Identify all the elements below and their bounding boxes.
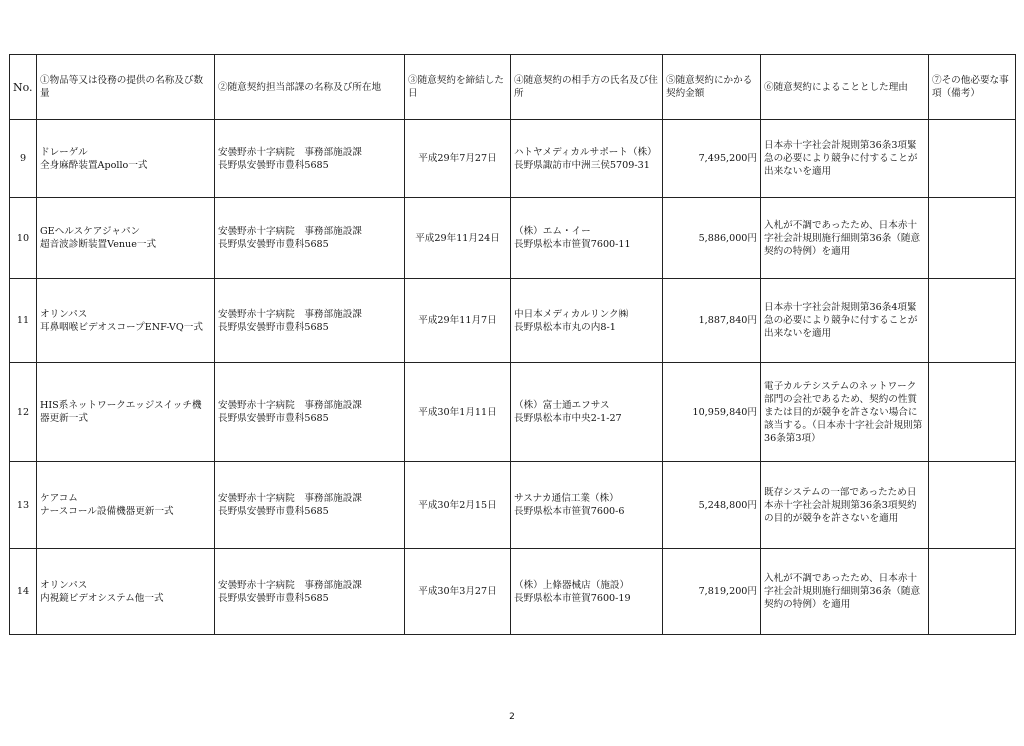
cell-dept	[215, 549, 405, 635]
cell-item-line: ナースコール設備機器更新一式	[40, 506, 174, 517]
header-row	[10, 55, 1016, 120]
header-partner: ④随意契約の相手方の氏名及び住所	[511, 55, 663, 120]
cell-reason: 既存システムの一部であったため日本赤十字社会計規則第36条3項契約の目的が競争を許さないを適用	[761, 462, 929, 549]
cell-dept-line: 安曇野赤十字病院 事務部施設課	[218, 146, 362, 158]
cell-partner-line: サスナカ通信工業（株）	[514, 493, 619, 504]
cell-date: 平成30年1月11日	[405, 363, 511, 462]
cell-dept	[215, 198, 405, 279]
cell-item-line: 超音波診断装置Venue一式	[40, 239, 157, 250]
cell-item-line: 全身麻酔装置Apollo一式	[40, 159, 148, 171]
cell-partner-line: （株）上條器械店（施設）	[514, 579, 630, 591]
cell-remarks	[929, 462, 1016, 549]
cell-dept-line: 安曇野赤十字病院 事務部施設課	[218, 493, 362, 504]
cell-amount: 5,886,000円	[663, 198, 761, 279]
cell-dept	[215, 363, 405, 462]
contracts-table	[9, 54, 1016, 635]
cell-amount: 5,248,800円	[663, 462, 761, 549]
cell-dept-line: 長野県安曇野市豊科5685	[218, 321, 329, 333]
cell-dept-line: 長野県安曇野市豊科5685	[218, 592, 329, 604]
cell-partner	[511, 279, 663, 363]
cell-partner-line: 長野県松本市丸の内8-1	[514, 321, 616, 333]
table-row	[10, 549, 1016, 635]
cell-partner	[511, 120, 663, 198]
cell-date: 平成30年2月15日	[405, 462, 511, 549]
cell-item	[37, 549, 215, 635]
cell-no: 13	[10, 462, 37, 549]
cell-item	[37, 198, 215, 279]
table-row	[10, 198, 1016, 279]
cell-item-line: オリンパス	[40, 308, 88, 320]
cell-remarks	[929, 120, 1016, 198]
page-number: 2	[509, 712, 515, 722]
header-dept: ②随意契約担当部課の名称及び所在地	[215, 55, 405, 120]
cell-item-line: 内視鏡ビデオシステム他一式	[40, 592, 164, 604]
cell-partner	[511, 198, 663, 279]
cell-no: 14	[10, 549, 37, 635]
cell-remarks	[929, 363, 1016, 462]
table-row	[10, 462, 1016, 549]
cell-dept-line: 長野県安曇野市豊科5685	[218, 413, 329, 424]
cell-remarks	[929, 549, 1016, 635]
cell-dept-line: 安曇野赤十字病院 事務部施設課	[218, 400, 362, 411]
cell-item-line: ケアコム	[40, 493, 78, 504]
cell-dept-line: 長野県安曇野市豊科5685	[218, 506, 329, 517]
cell-dept-line: 安曇野赤十字病院 事務部施設課	[218, 308, 362, 320]
cell-partner-line: 長野県松本市中央2-1-27	[514, 413, 622, 424]
header-reason: ⑥随意契約によることとした理由	[761, 55, 929, 120]
cell-partner	[511, 363, 663, 462]
cell-item-line: ドレーゲル	[40, 146, 88, 158]
cell-reason: 電子カルテシステムのネットワーク部門の会社であるため、契約の性質または目的が競争を許さない場合に該当する。（日本赤十字社会計規則第36条第3項）	[761, 363, 929, 462]
cell-dept	[215, 462, 405, 549]
cell-partner-line: 長野県松本市笹賀7600-11	[514, 239, 631, 250]
cell-dept-line: 長野県安曇野市豊科5685	[218, 239, 329, 250]
cell-item-line: HIS系ネットワークエッジスイッチ機器更新一式	[40, 400, 202, 424]
header-amount: ⑤随意契約にかかる契約金額	[663, 55, 761, 120]
cell-item-line: GEヘルスケアジャパン	[40, 226, 141, 237]
cell-item-line: オリンパス	[40, 579, 88, 591]
cell-dept	[215, 120, 405, 198]
cell-item	[37, 120, 215, 198]
cell-no: 9	[10, 120, 37, 198]
cell-partner-line: 中日本メディカルリンク㈱	[514, 308, 629, 320]
cell-dept-line: 長野県安曇野市豊科5685	[218, 159, 329, 171]
cell-item	[37, 279, 215, 363]
cell-no: 12	[10, 363, 37, 462]
cell-partner	[511, 462, 663, 549]
cell-no: 11	[10, 279, 37, 363]
cell-amount: 1,887,840円	[663, 279, 761, 363]
cell-date: 平成29年7月27日	[405, 120, 511, 198]
header-date: ③随意契約を締結した日	[405, 55, 511, 120]
cell-item	[37, 363, 215, 462]
table-row	[10, 279, 1016, 363]
cell-dept-line: 安曇野赤十字病院 事務部施設課	[218, 579, 362, 591]
cell-date: 平成29年11月7日	[405, 279, 511, 363]
cell-reason: 日本赤十字社会計規則第36条3項緊急の必要により競争に付することが出来ないを適用	[761, 120, 929, 198]
table-row	[10, 363, 1016, 462]
cell-date: 平成29年11月24日	[405, 198, 511, 279]
header-item: ①物品等又は役務の提供の名称及び数量	[37, 55, 215, 120]
header-no: No.	[10, 55, 37, 120]
cell-reason: 日本赤十字社会計規則第36条4項緊急の必要により競争に付することが出来ないを適用	[761, 279, 929, 363]
header-remarks: ⑦その他必要な事項（備考）	[929, 55, 1016, 120]
cell-date: 平成30年3月27日	[405, 549, 511, 635]
cell-item	[37, 462, 215, 549]
cell-dept-line: 安曇野赤十字病院 事務部施設課	[218, 226, 362, 237]
cell-partner-line: （株）エム・イー	[514, 226, 591, 237]
cell-no: 10	[10, 198, 37, 279]
cell-partner-line: 長野県松本市笹賀7600-19	[514, 592, 631, 604]
cell-reason: 入札が不調であったため、日本赤十字社会計規則施行細則第36条（随意契約の特例）を適用	[761, 198, 929, 279]
cell-amount: 7,819,200円	[663, 549, 761, 635]
table-row	[10, 120, 1016, 198]
cell-partner-line: 長野県松本市笹賀7600-6	[514, 506, 625, 517]
cell-partner-line: 長野県諏訪市中洲三侯5709-31	[514, 159, 650, 171]
cell-amount: 7,495,200円	[663, 120, 761, 198]
cell-partner-line: ハトヤメディカルサポート（株）	[514, 146, 657, 158]
cell-dept	[215, 279, 405, 363]
cell-partner-line: （株）富士通エフサス	[514, 400, 610, 411]
cell-partner	[511, 549, 663, 635]
cell-amount: 10,959,840円	[663, 363, 761, 462]
cell-remarks	[929, 198, 1016, 279]
cell-reason: 入札が不調であったため、日本赤十字社会計規則施行細則第36条（随意契約の特例）を適用	[761, 549, 929, 635]
cell-item-line: 耳鼻咽喉ビデオスコープENF-VQ一式	[40, 321, 203, 333]
cell-remarks	[929, 279, 1016, 363]
